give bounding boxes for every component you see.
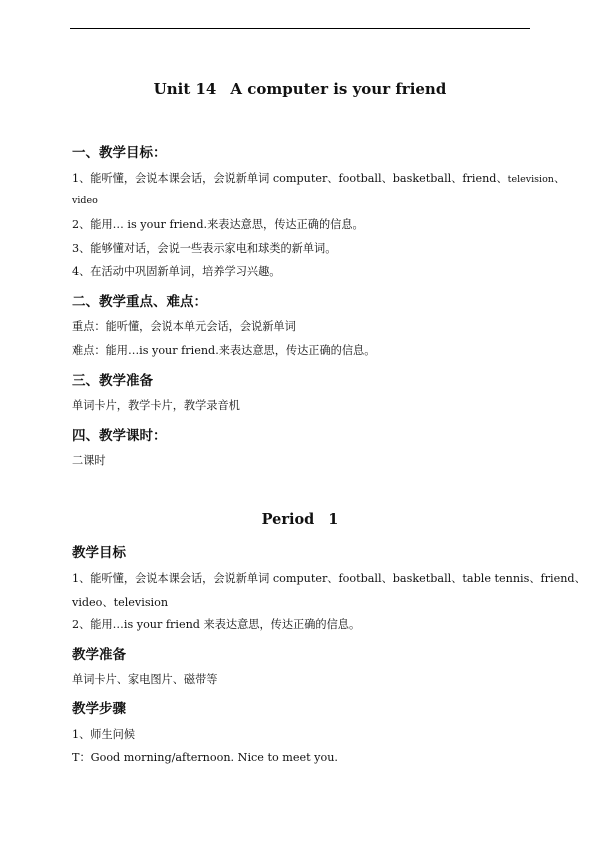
period-label: Period bbox=[261, 511, 315, 528]
section-2-heading: 二、教学重点、难点： bbox=[72, 294, 207, 310]
unit-name: A computer is your friend bbox=[230, 80, 447, 98]
period-title bbox=[0, 511, 600, 528]
s1-item-1-tail: 、 bbox=[553, 172, 566, 185]
s1-item-4: 4、在活动中巩固新单词，培养学习兴趣。 bbox=[72, 265, 281, 278]
unit-number: Unit 14 bbox=[153, 80, 217, 98]
period-goal-2: 2、能用…is your friend 来表达意思，传达正确的信息。 bbox=[72, 618, 361, 631]
section-4-heading: 四、教学课时： bbox=[72, 428, 167, 444]
s1-item-2: 2、能用… is your friend.来表达意思，传达正确的信息。 bbox=[72, 218, 364, 231]
unit-title bbox=[0, 80, 600, 98]
header-rule bbox=[70, 28, 530, 29]
period-step-1-dialog: T：Good morning/afternoon. Nice to meet you. bbox=[72, 751, 338, 764]
period-step-1: 1、师生问候 bbox=[72, 728, 136, 741]
period-goal-1-continuation: video、television bbox=[72, 596, 169, 609]
section-1-heading: 一、教学目标： bbox=[72, 145, 167, 161]
s1-item-1 bbox=[72, 170, 565, 186]
s4-periods: 二课时 bbox=[72, 454, 106, 467]
section-3-heading: 三、教学准备 bbox=[72, 373, 153, 389]
period-prep-text: 单词卡片、家电图片、磁带等 bbox=[72, 673, 218, 686]
period-goal-heading: 教学目标 bbox=[72, 545, 126, 561]
s2-difficulty: 难点：能用…is your friend.来表达意思，传达正确的信息。 bbox=[72, 344, 376, 357]
s1-item-1-continuation: video bbox=[72, 195, 98, 206]
s3-materials: 单词卡片，教学卡片，教学录音机 bbox=[72, 399, 240, 412]
period-goal-1: 1、能听懂，会说本课会话，会说新单词 computer、football、basketball、table tennis、friend、 bbox=[72, 572, 586, 585]
period-number: 1 bbox=[328, 511, 339, 528]
s1-item-1-small: television bbox=[507, 174, 554, 185]
s2-key-point: 重点：能听懂，会说本单元会话，会说新单词 bbox=[72, 320, 296, 333]
s1-item-1-text: 1、能听懂，会说本课会话，会说新单词 computer、football、basketball、friend、 bbox=[72, 172, 508, 185]
period-prep-heading: 教学准备 bbox=[72, 647, 126, 663]
s1-item-3: 3、能够懂对话，会说一些表示家电和球类的新单词。 bbox=[72, 242, 337, 255]
period-steps-heading: 教学步骤 bbox=[72, 701, 126, 717]
